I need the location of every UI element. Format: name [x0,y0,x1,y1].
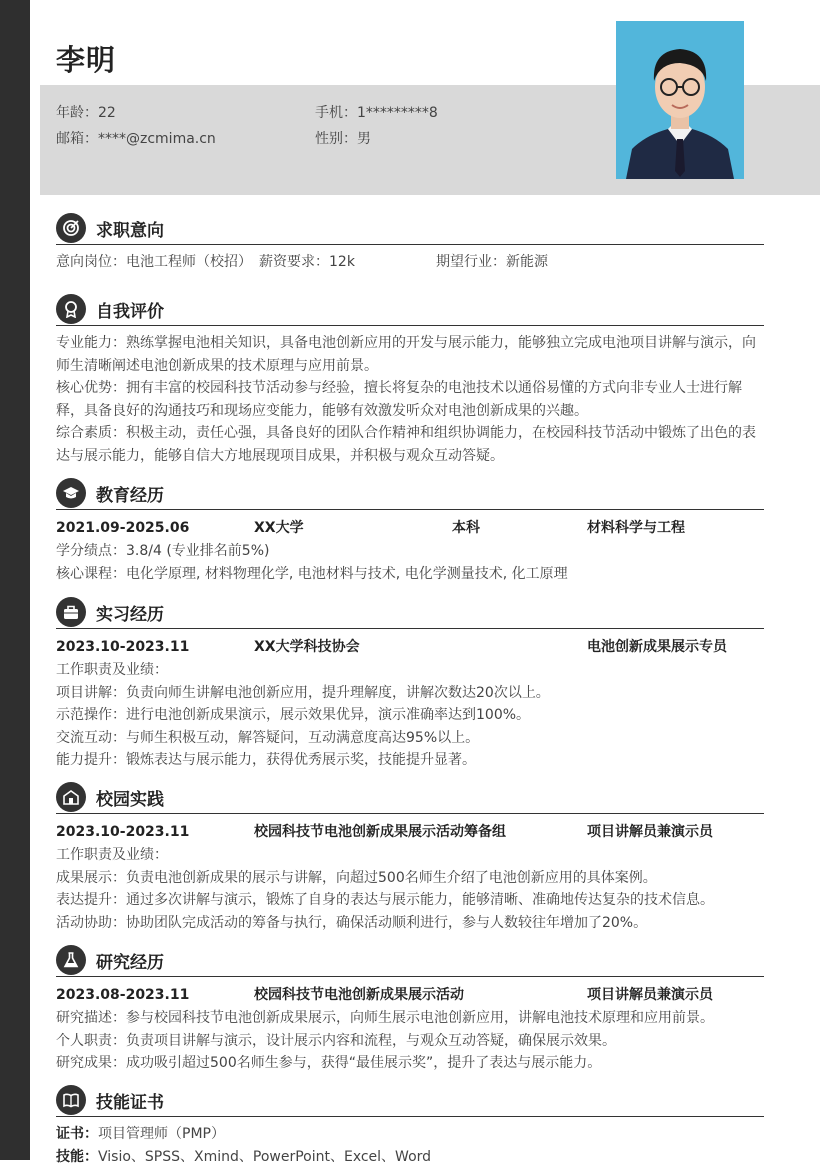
section-header [56,944,764,977]
certificate-value: 项目管理师（PMP） [98,1126,225,1142]
job-intent-section [56,212,764,275]
education-period: 2021.09-2025.06 [56,516,189,540]
age-info: 年龄：22 [56,102,116,122]
certificate-label: 证书： [56,1126,98,1142]
education-major: 材料科学与工程 [587,516,685,540]
target-icon [56,213,86,243]
section-title: 教育经历 [96,481,164,506]
section-title: 求职意向 [96,216,164,241]
self-evaluation-section [56,293,764,467]
section-title: 校园实践 [96,785,164,810]
campus-role: 项目讲解员兼演示员 [587,820,713,844]
campus-line: 表达提升：通过多次讲解与演示，锻炼了自身的表达与展示能力，能够清晰、准确地传达复杂的技术信息。 [56,889,764,912]
section-title: 研究经历 [96,948,164,973]
research-period: 2023.08-2023.11 [56,983,189,1007]
internship-role: 电池创新成果展示专员 [587,635,727,659]
graduation-cap-icon [56,478,86,508]
left-accent-bar [0,0,30,1160]
research-line: 研究成果：成功吸引超过500名师生参与，获得“最佳展示奖”，提升了表达与展示能力。 [56,1052,764,1075]
briefcase-icon [56,597,86,627]
research-role: 项目讲解员兼演示员 [587,983,713,1007]
research-line: 个人职责：负责项目讲解与演示，设计展示内容和流程，与观众互动答疑，确保展示效果。 [56,1030,764,1053]
campus-line: 成果展示：负责电池创新成果的展示与讲解，向超过500名师生介绍了电池创新应用的具体案例。 [56,867,764,890]
campus-line: 活动协助：协助团队完成活动的筹备与执行，确保活动顺利进行，参与人数较往年增加了20%。 [56,912,764,935]
section-title: 实习经历 [96,600,164,625]
flask-icon [56,945,86,975]
section-header [56,477,764,510]
book-icon [56,1085,86,1115]
desired-position: 意向岗位：电池工程师（校招） [56,251,252,274]
internship-period: 2023.10-2023.11 [56,635,189,659]
section-title: 自我评价 [96,297,164,322]
research-section [56,944,764,1075]
campus-row [56,820,764,844]
candidate-name: 李明 [56,38,116,79]
education-row [56,516,764,540]
research-row [56,983,764,1007]
badge-icon [56,294,86,324]
campus-period: 2023.10-2023.11 [56,820,189,844]
phone-info: 手机：1*********8 [315,102,438,122]
education-line: 核心课程：电化学原理, 材料物理化学, 电池材料与技术, 电化学测量技术, 化工原理 [56,563,764,586]
education-line: 学分绩点：3.8/4 (专业排名前5%) [56,540,764,563]
gender-info: 性别：男 [315,128,371,148]
desired-salary: 薪资要求：12k [259,251,355,274]
research-org: 校园科技节电池创新成果展示活动 [254,983,464,1007]
email-info: 邮箱：****@zcmima.cn [56,128,216,148]
internship-line: 交流互动：与师生积极互动，解答疑问，互动满意度高达95%以上。 [56,727,764,750]
skills-section [56,1084,764,1168]
internship-line: 能力提升：锻炼表达与展示能力，获得优秀展示奖，技能提升显著。 [56,749,764,772]
education-degree: 本科 [452,516,480,540]
section-header [56,293,764,326]
campus-practice-section [56,781,764,934]
internship-line: 示范操作：进行电池创新成果演示，展示效果优异，演示准确率达到100%。 [56,704,764,727]
self-eval-line: 综合素质：积极主动，责任心强，具备良好的团队合作精神和组织协调能力，在校园科技节活动中锻炼了出色的表达与展示能力，能够自信大方地展现项目成果，并积极与观众互动答疑。 [56,422,764,467]
section-header [56,781,764,814]
section-header [56,596,764,629]
building-icon [56,782,86,812]
internship-section [56,596,764,772]
education-section [56,477,764,585]
campus-line: 工作职责及业绩： [56,844,764,867]
internship-line: 项目讲解：负责向师生讲解电池创新应用，提升理解度，讲解次数达20次以上。 [56,682,764,705]
section-title: 技能证书 [96,1088,164,1113]
skill-label: 技能： [56,1149,98,1165]
internship-row [56,635,764,659]
campus-org: 校园科技节电池创新成果展示活动筹备组 [254,820,506,844]
profile-photo [616,21,744,179]
self-eval-line: 专业能力：熟练掌握电池相关知识，具备电池创新应用的开发与展示能力，能够独立完成电池项目讲解与演示，向师生清晰阐述电池创新成果的技术原理与应用前景。 [56,332,764,377]
section-header [56,212,764,245]
research-line: 研究描述：参与校园科技节电池创新成果展示，向师生展示电池创新应用，讲解电池技术原理和应用前景。 [56,1007,764,1030]
skill-value: Visio、SPSS、Xmind、PowerPoint、Excel、Word [98,1149,431,1165]
certificate-line [56,1123,764,1146]
internship-line: 工作职责及业绩： [56,659,764,682]
education-school: XX大学 [254,516,304,540]
self-eval-line: 核心优势：拥有丰富的校园科技节活动参与经验，擅长将复杂的电池技术以通俗易懂的方式向非专业人士进行解释，具备良好的沟通技巧和现场应变能力，能够有效激发听众对电池创新成果的兴趣。 [56,377,764,422]
desired-industry: 期望行业：新能源 [436,251,548,274]
internship-org: XX大学科技协会 [254,635,360,659]
skill-line [56,1146,764,1168]
section-header [56,1084,764,1117]
